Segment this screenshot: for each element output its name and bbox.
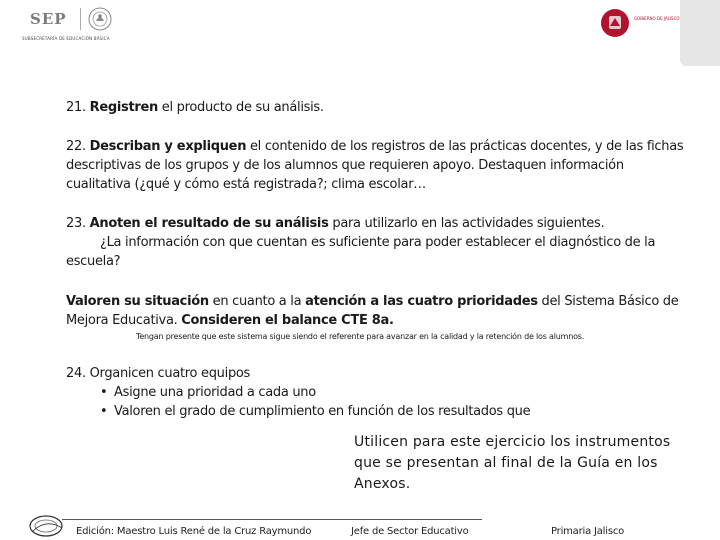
valoren-text-2: del Sistema Básico de bbox=[537, 294, 679, 309]
item-21 bbox=[66, 98, 324, 117]
footer-program: Primaria Jalisco bbox=[551, 526, 625, 537]
bullet-icon: • bbox=[100, 404, 108, 419]
bullet-icon: • bbox=[100, 385, 108, 400]
footer-edition: Edición: Maestro Luis René de la Cruz Raymundo bbox=[76, 526, 312, 537]
item-23-bold: Anoten el resultado de su análisis bbox=[89, 216, 329, 231]
corner-decoration bbox=[680, 0, 720, 66]
footer-role: Jefe de Sector Educativo bbox=[351, 526, 469, 537]
item-22-number: 22. bbox=[66, 139, 86, 154]
item-22-line3: cualitativa (¿qué y cómo está registrada?; clima escolar… bbox=[66, 177, 426, 192]
valoren-bold-2: atención a las cuatro prioridades bbox=[305, 294, 538, 309]
footer-logo-icon bbox=[26, 506, 70, 540]
instruments-line2: que se presentan al final de la Guía en los bbox=[354, 455, 658, 471]
jalisco-crest-icon bbox=[600, 8, 630, 38]
item-23-line3: escuela? bbox=[66, 254, 121, 269]
list-item-text: Asigne una prioridad a cada uno bbox=[114, 385, 316, 400]
item-23-line2: ¿La información con que cuentan es suficiente para poder establecer el diagnóstico de la bbox=[100, 235, 656, 250]
item-24-heading: 24. Organicen cuatro equipos bbox=[66, 366, 251, 381]
logo-divider bbox=[80, 8, 81, 30]
list-item bbox=[100, 383, 530, 402]
footer-rule bbox=[62, 519, 482, 520]
item-23 bbox=[66, 214, 655, 271]
sep-logo bbox=[28, 4, 114, 40]
valoren-line2-bold: Consideren el balance CTE 8a. bbox=[181, 313, 394, 328]
list-item bbox=[100, 402, 530, 421]
item-23-line1: para utilizarlo en las actividades siguientes. bbox=[328, 216, 605, 231]
valoren-note-text: Tengan presente que este sistema sigue siendo el referente para avanzar en la calidad y la retención de los alumnos. bbox=[136, 332, 585, 341]
valoren-bold-1: Valoren su situación bbox=[66, 294, 209, 309]
instruments-line3: Anexos. bbox=[354, 476, 411, 492]
sep-logo-text: SEP bbox=[30, 10, 67, 28]
item-23-number: 23. bbox=[66, 216, 86, 231]
instruments-line1: Utilicen para este ejercicio los instrumentos bbox=[354, 434, 671, 450]
item-21-number: 21. bbox=[66, 100, 86, 115]
jalisco-caption: GOBIERNO DE JALISCO bbox=[634, 16, 680, 21]
valoren-block bbox=[66, 292, 678, 330]
item-21-bold: Registren bbox=[89, 100, 158, 115]
item-22 bbox=[66, 137, 683, 194]
item-22-bold: Describan y expliquen bbox=[89, 139, 247, 154]
list-item-text: Valoren el grado de cumplimiento en función de los resultados que bbox=[114, 404, 531, 419]
national-seal-icon bbox=[88, 7, 112, 31]
item-21-text: el producto de su análisis. bbox=[157, 100, 324, 115]
item-24-list bbox=[66, 383, 530, 421]
item-22-line2: descriptivas de los grupos y de los alumnos que requieren apoyo. Destaquen información bbox=[66, 158, 624, 173]
valoren-text-1: en cuanto a la bbox=[208, 294, 306, 309]
page-header bbox=[0, 0, 720, 50]
sep-subtitle: SUBSECRETARÍA DE EDUCACIÓN BÁSICA bbox=[22, 36, 110, 41]
item-24 bbox=[66, 364, 530, 421]
valoren-line2-text: Mejora Educativa. bbox=[66, 313, 182, 328]
item-22-line1: el contenido de los registros de las prácticas docentes, y de las fichas bbox=[246, 139, 684, 154]
valoren-note bbox=[136, 332, 584, 342]
instruments-note bbox=[354, 432, 697, 495]
